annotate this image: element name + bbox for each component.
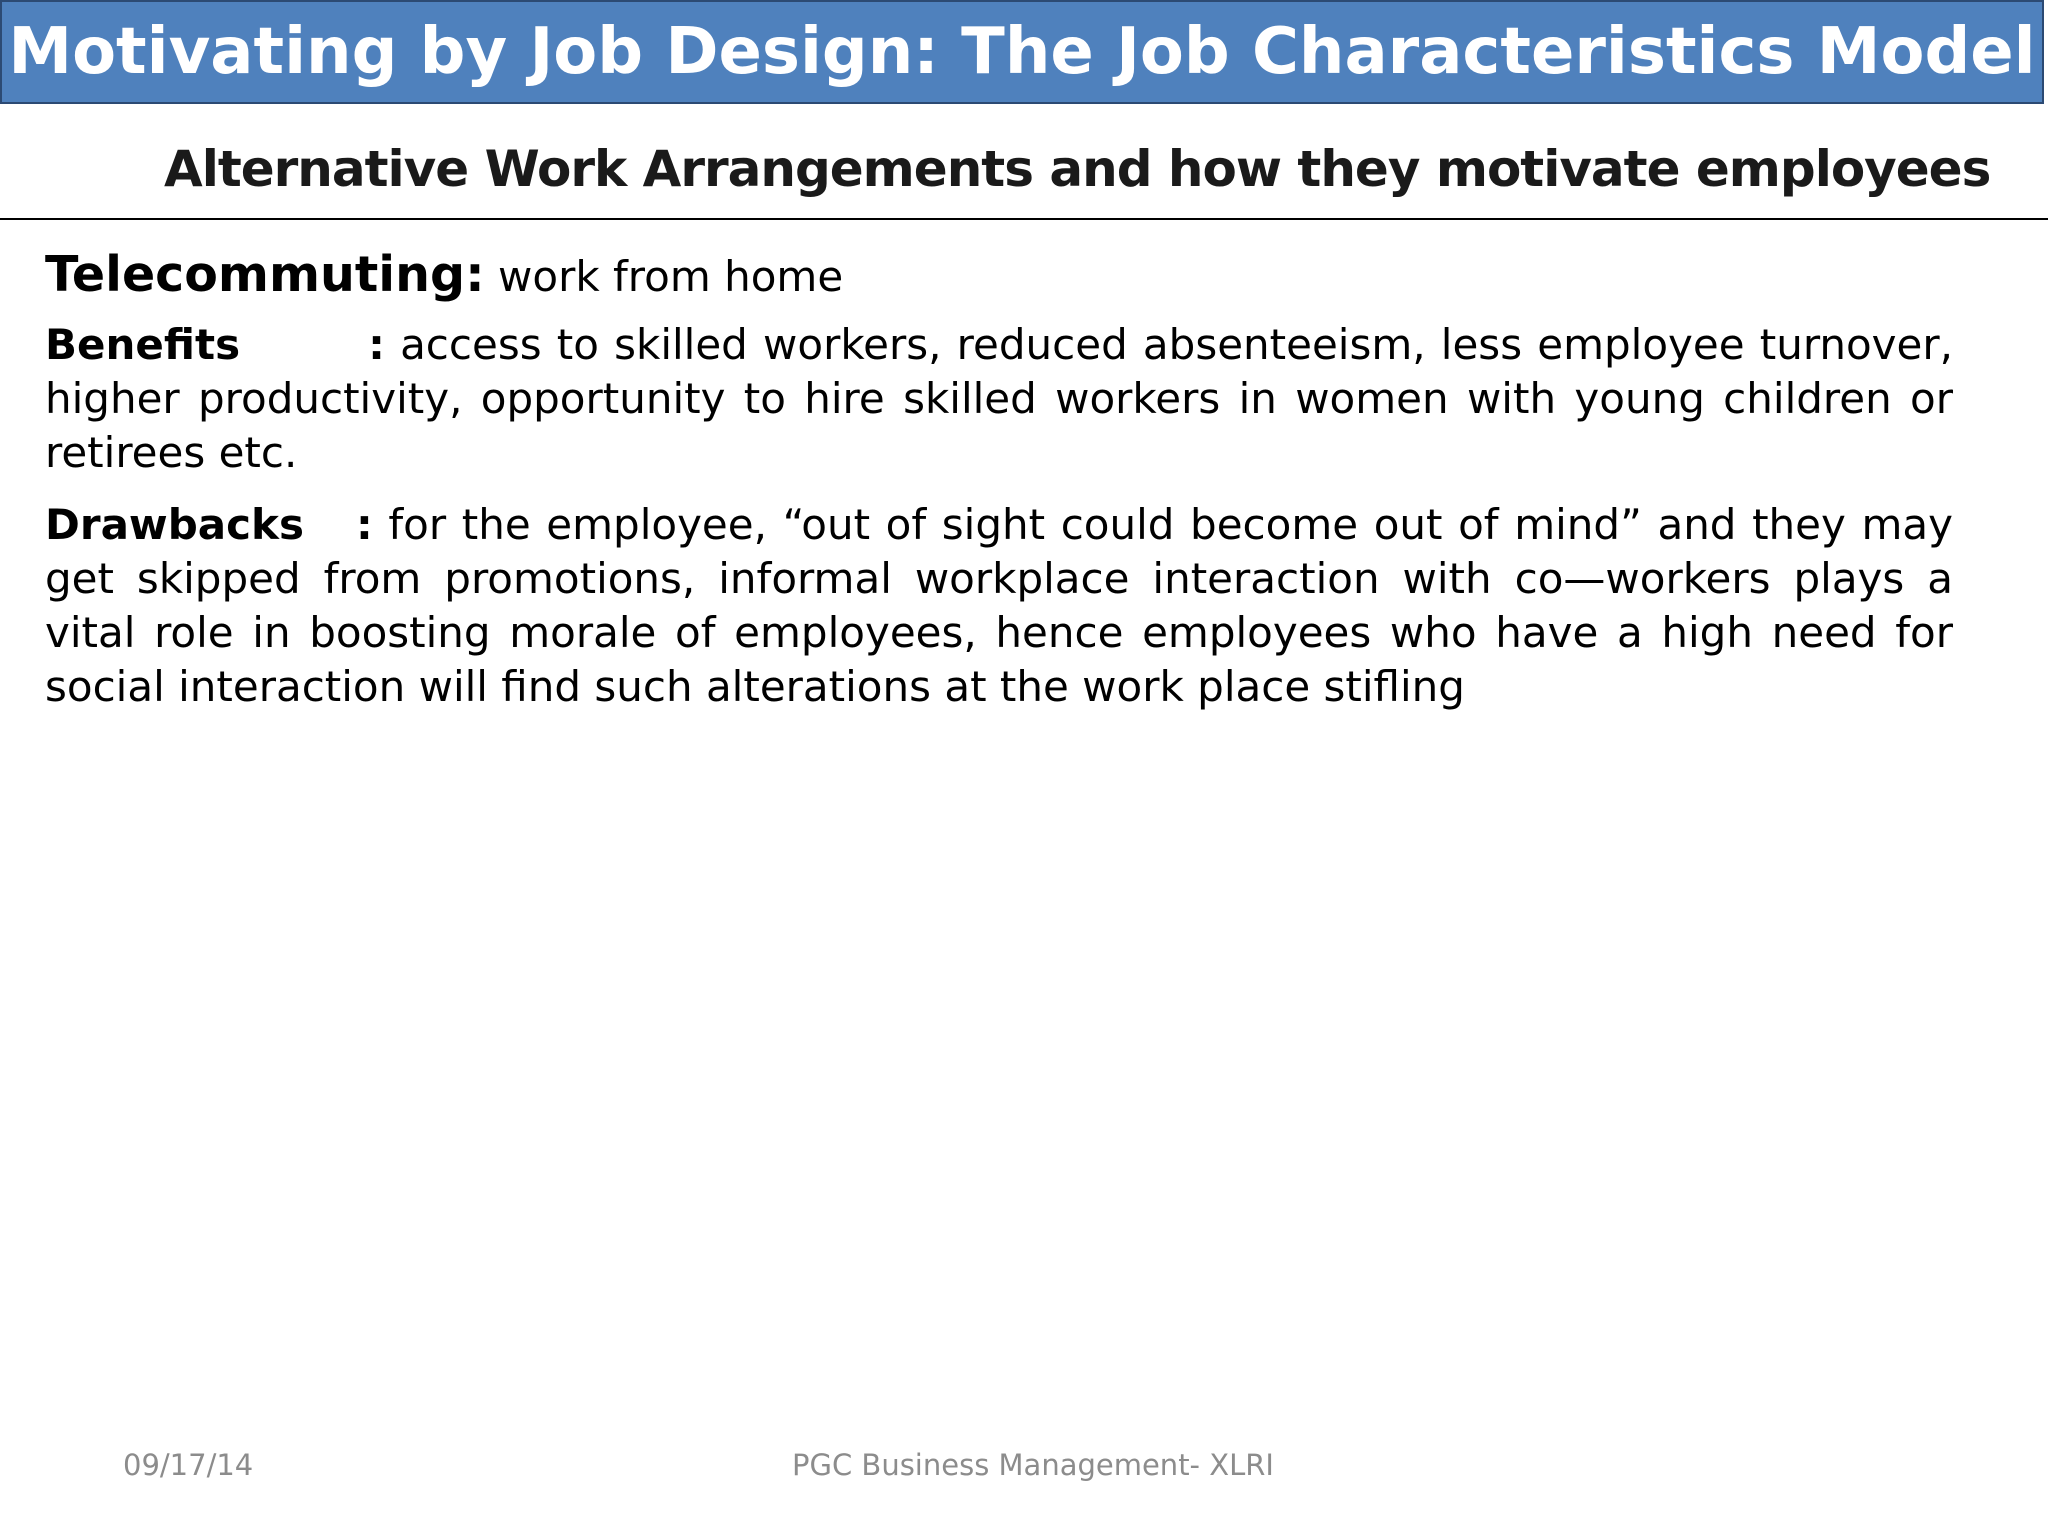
footer-date: 09/17/14 bbox=[123, 1448, 254, 1482]
slide-content bbox=[45, 248, 1953, 732]
telecommuting-description: work from home bbox=[484, 252, 844, 301]
benefits-colon: : bbox=[368, 320, 385, 369]
subtitle-divider bbox=[0, 218, 2048, 220]
telecommuting-term: Telecommuting: bbox=[45, 246, 485, 303]
slide-subtitle: Alternative Work Arrangements and how they motivate employees bbox=[164, 140, 1991, 198]
benefits-paragraph bbox=[45, 318, 1953, 480]
benefits-term: Benefits bbox=[45, 320, 241, 369]
drawbacks-colon: : bbox=[355, 500, 373, 549]
telecommuting-heading bbox=[45, 248, 1953, 304]
drawbacks-term: Drawbacks bbox=[45, 500, 304, 549]
slide-title-bar bbox=[0, 0, 2044, 104]
slide-title: Motivating by Job Design: The Job Characteristics Model bbox=[8, 15, 2036, 89]
drawbacks-text: for the employee, “out of sight could become out of mind” and they may get skipped from promotions, informal workplace interaction with co—workers plays a vital role in boosting morale of employees, hence employees who have a high need for social interaction will find such alterations at the work place stifling bbox=[45, 500, 1953, 711]
footer-course-label: PGC Business Management- XLRI bbox=[792, 1448, 1274, 1482]
drawbacks-paragraph bbox=[45, 498, 1953, 714]
benefits-text: access to skilled workers, reduced absenteeism, less employee turnover, higher productivity, opportunity to hire skilled workers in women with young children or retirees etc. bbox=[45, 320, 1953, 477]
